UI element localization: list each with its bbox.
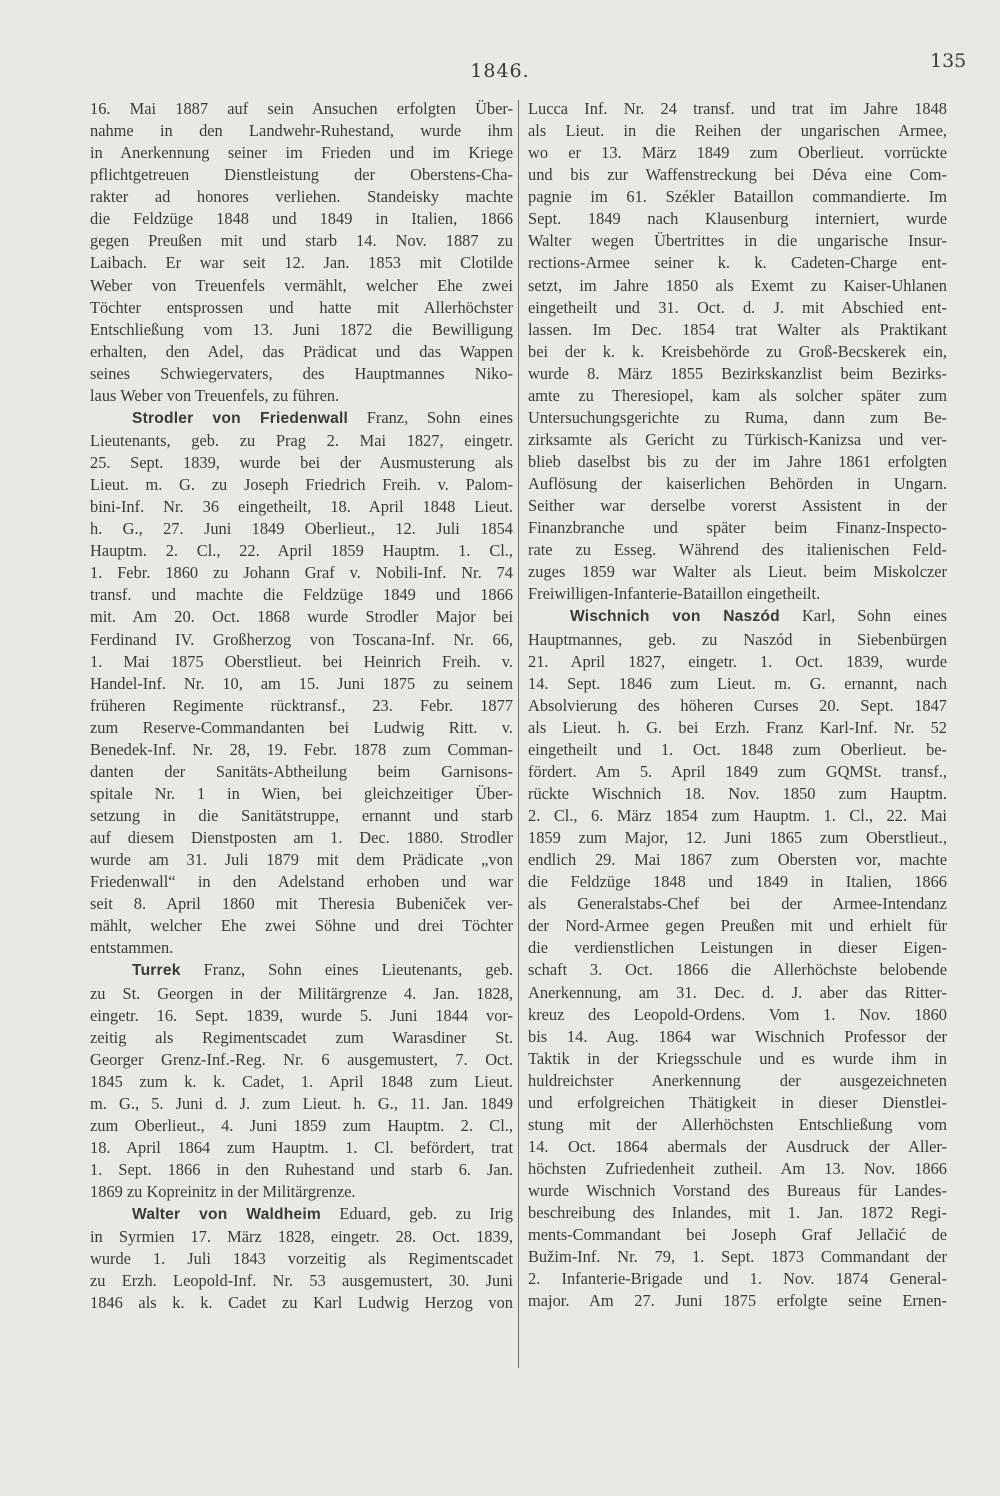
text-line xyxy=(90,1005,513,1027)
line-text: 25. Sept. 1839, wurde bei der Ausmusterung als xyxy=(90,453,513,472)
text-line xyxy=(528,1070,947,1092)
line-text: Benedek-Inf. Nr. 28, 19. Febr. 1878 zum Comman- xyxy=(90,739,513,759)
line-text: danten der Sanitäts-Abtheilung beim Garnisons- xyxy=(90,761,513,781)
line-text: als Lieut. in die Reihen der ungarischen Armee, xyxy=(528,121,947,141)
line-text: in Anerkennung seiner im Frieden und im Kriege xyxy=(90,143,513,163)
text-line xyxy=(90,827,513,849)
text-line xyxy=(528,739,947,761)
line-text: kreuz des Leopold-Ordens. Vom 1. Nov. 1860 xyxy=(528,1004,947,1024)
line-text: major. Am 27. Juni 1875 erfolgte seine Ernen- xyxy=(528,1291,947,1311)
text-line xyxy=(90,562,513,584)
entry-heading-line xyxy=(90,1203,513,1226)
text-line xyxy=(528,230,947,252)
line-text: stung mit der Allerhöchsten Entschließung vom xyxy=(528,1114,947,1134)
text-line xyxy=(90,673,513,695)
text-line xyxy=(528,1136,947,1158)
line-text: 1. Sept. 1866 in den Ruhestand und starb 6. Jan. xyxy=(90,1160,513,1179)
text-line xyxy=(528,1048,947,1070)
line-text: Franz, Sohn eines xyxy=(348,407,513,427)
page-number: 135 xyxy=(930,50,967,72)
text-line xyxy=(90,275,513,297)
text-line xyxy=(90,629,513,651)
text-line xyxy=(90,186,513,208)
line-text: zeitig als Regimentscadet zum Warasdiner St. xyxy=(90,1027,513,1047)
line-text: schaft 3. Oct. 1866 die Allerhöchste belobende xyxy=(528,960,947,980)
entry-heading-line xyxy=(528,605,947,628)
line-text: als Generalstabs-Chef bei der Armee-Intendanz xyxy=(528,894,947,914)
text-line xyxy=(528,761,947,783)
text-line xyxy=(90,518,513,540)
line-text: zum Reserve-Commandanten bei Ludwig Ritt. v. xyxy=(90,717,513,737)
line-text: zuges 1859 war Walter als Lieut. beim Miskolczer xyxy=(528,562,947,582)
entry-heading-line xyxy=(90,407,513,430)
line-text: wurde am 31. Juli 1879 mit dem Prädicate „von xyxy=(90,850,513,870)
text-line xyxy=(90,1137,513,1159)
entry-name: Turrek xyxy=(132,962,181,980)
text-line xyxy=(90,496,513,518)
line-text: Karl, Sohn eines xyxy=(779,606,947,626)
line-text: auf diesem Dienstposten am 1. Dec. 1880. Strodler xyxy=(90,828,513,848)
line-text: ments-Commandant bei Joseph Graf Jellačić de xyxy=(528,1225,947,1245)
line-text: Lieut. m. G. zu Joseph Friedrich Freih. v. Palom- xyxy=(90,475,513,495)
text-line xyxy=(90,1248,513,1270)
text-line xyxy=(528,1268,947,1290)
text-line xyxy=(90,1226,513,1248)
entry-heading-line xyxy=(90,959,513,982)
text-line xyxy=(528,407,947,429)
text-line xyxy=(90,341,513,363)
line-text: und erfolgreichen Thätigkeit in dieser Dienstlei- xyxy=(528,1092,947,1112)
line-text: und bis zur Waffenstreckung bei Déva eine Com- xyxy=(528,165,947,185)
text-line xyxy=(528,319,947,341)
line-text: seit 8. April 1860 mit Theresia Bubeniček ver- xyxy=(90,894,513,914)
text-line xyxy=(528,120,947,142)
text-line xyxy=(528,1114,947,1136)
text-line xyxy=(90,849,513,871)
line-text: 1846 als k. k. Cadet zu Karl Ludwig Herzog von xyxy=(90,1293,513,1313)
line-text: Lucca Inf. Nr. 24 transf. und trat im Jahre 1848 xyxy=(528,99,947,118)
text-line xyxy=(90,1071,513,1093)
text-line xyxy=(90,474,513,496)
text-line xyxy=(528,827,947,849)
text-line xyxy=(528,473,947,495)
line-text: bini-Inf. Nr. 36 eingetheilt, 18. April 1848 Lieut. xyxy=(90,497,513,517)
line-text: zum Oberlieut., 4. Juni 1859 zum Hauptm. 2. Cl., xyxy=(90,1115,513,1135)
text-line xyxy=(90,651,513,673)
line-text: nahme in den Landwehr-Ruhestand, wurde ihm xyxy=(90,121,513,141)
line-text: 1859 zum Major, 12. Juni 1865 zum Oberstlieut., xyxy=(528,828,947,848)
text-line xyxy=(528,871,947,893)
text-line xyxy=(90,430,513,452)
text-line xyxy=(90,1292,513,1314)
line-text: setzt, im Jahre 1850 als Exemt zu Kaiser-Uhlanen xyxy=(528,275,947,295)
text-line xyxy=(528,1224,947,1246)
line-text: als Lieut. h. G. bei Erzh. Franz Karl-Inf. Nr. 52 xyxy=(528,717,947,737)
line-text: h. G., 27. Juni 1849 Oberlieut., 12. Juli 1854 xyxy=(90,519,513,539)
text-line xyxy=(528,561,947,583)
line-text: eingetheilt und 1. Oct. 1848 zum Oberlieut. be- xyxy=(528,739,947,759)
text-line xyxy=(528,429,947,451)
text-line xyxy=(90,805,513,827)
line-text: zirksamte als Gericht zu Türkisch-Kanizsa und ver- xyxy=(528,429,947,449)
text-line xyxy=(90,297,513,319)
text-line xyxy=(528,1092,947,1114)
text-line xyxy=(528,629,947,651)
line-text: mählt, welcher Ehe zwei Söhne und drei Töchter xyxy=(90,916,513,936)
text-line xyxy=(528,98,947,120)
line-text: beschreibung des Inlandes, mit 1. Jan. 1872 Regi- xyxy=(528,1203,947,1223)
line-text: 21. April 1827, eingetr. 1. Oct. 1839, wurde xyxy=(528,651,947,671)
text-line xyxy=(528,695,947,717)
text-line xyxy=(90,915,513,937)
text-line xyxy=(90,452,513,474)
line-text: 1. Mai 1875 Oberstlieut. bei Heinrich Freih. v. xyxy=(90,651,513,671)
text-line xyxy=(528,1004,947,1026)
line-text: lassen. Im Dec. 1854 trat Walter als Praktikant xyxy=(528,319,947,339)
line-text: 1869 zu Kopreinitz in der Militärgrenze. xyxy=(90,1182,356,1202)
line-text: Georger Grenz-Inf.-Reg. Nr. 6 ausgemustert, 7. Oct. xyxy=(90,1049,513,1069)
line-text: Töchter entsprossen und hatte mit Allerhöchster xyxy=(90,297,513,317)
line-text: spitale Nr. 1 in Wien, bei gleichzeitiger Über- xyxy=(90,783,513,803)
line-text: Freiwilligen-Infanterie-Bataillon eingetheilt. xyxy=(528,584,821,604)
text-line xyxy=(90,1093,513,1115)
text-line xyxy=(528,252,947,274)
text-line xyxy=(528,1180,947,1202)
line-text: Taktik in der Kriegsschule und es wurde ihm in xyxy=(528,1048,947,1068)
left-column xyxy=(90,98,513,1314)
line-text: zu Erzh. Leopold-Inf. Nr. 53 ausgemustert, 30. Juni xyxy=(90,1271,513,1291)
text-line xyxy=(528,673,947,695)
line-text: Bužim-Inf. Nr. 79, 1. Sept. 1873 Commandant der xyxy=(528,1247,947,1267)
line-text: eingetheilt und 31. Oct. d. J. mit Abschied ent- xyxy=(528,297,947,317)
text-line xyxy=(528,341,947,363)
text-line xyxy=(528,164,947,186)
line-text: 16. Mai 1887 auf sein Ansuchen erfolgten Über- xyxy=(90,99,513,118)
text-line xyxy=(528,893,947,915)
text-line xyxy=(90,606,513,628)
text-line xyxy=(528,186,947,208)
text-line xyxy=(90,717,513,739)
line-text: Handel-Inf. Nr. 10, am 15. Juni 1875 zu seinem xyxy=(90,673,513,693)
line-text: m. G., 5. Juni d. J. zum Lieut. h. G., 11. Jan. 1849 xyxy=(90,1093,513,1113)
entry-name: Walter von Waldheim xyxy=(132,1206,321,1224)
text-line xyxy=(528,1026,947,1048)
line-text: pagnie im 61. Székler Bataillon commandierte. Im xyxy=(528,187,947,207)
entry-name: Wischnich von Naszód xyxy=(570,608,780,626)
text-line xyxy=(90,385,513,407)
text-line xyxy=(528,142,947,164)
line-text: wurde 1. Juli 1843 vorzeitig als Regimentscadet xyxy=(90,1249,513,1269)
text-line xyxy=(528,982,947,1004)
text-line xyxy=(90,1115,513,1137)
line-text: die verdienstlichen Leistungen in dieser Eigen- xyxy=(528,938,947,958)
entry-name: Strodler von Friedenwall xyxy=(132,409,349,427)
line-text: Ferdinand IV. Großherzog von Toscana-Inf. Nr. 66, xyxy=(90,629,513,649)
line-text: Friedenwall“ in den Adelstand erhoben und war xyxy=(90,872,513,892)
text-line xyxy=(90,584,513,606)
line-text: in Syrmien 17. März 1828, eingetr. 28. Oct. 1839, xyxy=(90,1227,513,1247)
line-text: 1. Febr. 1860 zu Johann Graf v. Nobili-Inf. Nr. 74 xyxy=(90,563,513,583)
line-text: setzung in die Sanitätstruppe, ernannt und starb xyxy=(90,806,513,825)
line-text: bei der k. k. Kreisbehörde zu Groß-Becskerek ein, xyxy=(528,341,947,361)
text-line xyxy=(528,385,947,407)
text-line xyxy=(528,849,947,871)
line-text: zu St. Georgen in der Militärgrenze 4. Jan. 1828, xyxy=(90,983,513,1003)
text-line xyxy=(528,583,947,605)
text-line xyxy=(528,959,947,981)
line-text: früheren Regimente rücktransf., 23. Febr. 1877 xyxy=(90,695,513,715)
line-text: rakter ad honores verliehen. Standeisky machte xyxy=(90,187,513,207)
text-line xyxy=(90,1159,513,1181)
text-line xyxy=(528,495,947,517)
line-text: Seither war derselbe vorerst Assistent in der xyxy=(528,496,947,516)
line-text: wo er 13. März 1849 zum Oberlieut. vorrückte xyxy=(528,143,947,163)
text-line xyxy=(528,1158,947,1180)
text-line xyxy=(90,363,513,385)
line-text: wurde Wischnich Vorstand des Bureaus für Landes- xyxy=(528,1181,947,1201)
line-text: endlich 29. Mai 1867 zum Obersten vor, machte xyxy=(528,850,947,870)
text-line xyxy=(90,230,513,252)
text-line xyxy=(528,451,947,473)
text-line xyxy=(528,275,947,297)
line-text: huldreichster Anerkennung der ausgezeichneten xyxy=(528,1070,947,1090)
line-text: wurde 8. März 1855 Bezirkskanzlist beim Bezirks- xyxy=(528,363,947,383)
line-text: bis 14. Aug. 1864 war Wischnich Professor der xyxy=(528,1026,947,1046)
line-text: erhalten, den Adel, das Prädicat und das Wappen xyxy=(90,341,513,361)
line-text: höchsten Zufriedenheit zutheil. Am 13. Nov. 1866 xyxy=(528,1159,947,1178)
text-line xyxy=(90,983,513,1005)
line-text: Eduard, geb. zu Irig xyxy=(320,1204,513,1224)
line-text: Lieutenants, geb. zu Prag 2. Mai 1827, eingetr. xyxy=(90,430,513,450)
line-text: die Feldzüge 1848 und 1849 in Italien, 1866 xyxy=(528,872,947,892)
text-line xyxy=(528,517,947,539)
text-line xyxy=(528,208,947,230)
line-text: Entschließung vom 13. Juni 1872 die Bewilligung xyxy=(90,319,513,339)
text-line xyxy=(90,761,513,783)
text-line xyxy=(90,1270,513,1292)
line-text: der Nord-Armee gegen Preußen mit und erhielt für xyxy=(528,916,947,936)
line-text: rate zu Esseg. Während des italienischen Feld- xyxy=(528,540,947,560)
line-text: eingetr. 16. Sept. 1839, wurde 5. Juni 1844 vor- xyxy=(90,1005,513,1025)
text-line xyxy=(90,893,513,915)
line-text: transf. und machte die Feldzüge 1849 und 1866 xyxy=(90,585,513,605)
text-line xyxy=(90,208,513,230)
line-text: entstammen. xyxy=(90,938,174,958)
text-line xyxy=(90,252,513,274)
text-line xyxy=(90,164,513,186)
line-text: Sept. 1849 nach Klausenburg interniert, wurde xyxy=(528,209,947,229)
line-text: Finanzbranche und später beim Finanz-Inspecto- xyxy=(528,518,947,538)
line-text: Untersuchungsgerichte zu Ruma, dann zum Be- xyxy=(528,407,947,427)
line-text: mit. Am 20. Oct. 1868 wurde Strodler Major bei xyxy=(90,607,513,627)
line-text: Anerkennung, am 31. Dec. d. J. aber das Ritter- xyxy=(528,982,947,1002)
right-column xyxy=(528,98,947,1312)
text-line xyxy=(90,540,513,562)
text-line xyxy=(90,937,513,959)
line-text: blieb daselbst bis zu der im Jahre 1861 erfolgten xyxy=(528,452,947,471)
text-line xyxy=(528,915,947,937)
text-line xyxy=(528,1246,947,1268)
line-text: seines Schwiegervaters, des Hauptmannes Niko- xyxy=(90,363,513,383)
text-line xyxy=(90,695,513,717)
line-text: Absolvierung des höheren Curses 20. Sept. 1847 xyxy=(528,695,947,715)
text-line xyxy=(528,1202,947,1224)
text-line xyxy=(528,297,947,319)
line-text: 14. Oct. 1864 abermals der Ausdruck der Aller- xyxy=(528,1136,947,1156)
line-text: rückte Wischnich 18. Nov. 1850 zum Hauptm. xyxy=(528,783,947,803)
line-text: 1845 zum k. k. Cadet, 1. April 1848 zum Lieut. xyxy=(90,1071,513,1091)
line-text: die Feldzüge 1848 und 1849 in Italien, 1866 xyxy=(90,209,513,229)
text-line xyxy=(528,937,947,959)
line-text: Auflösung der kaiserlichen Behörden in Ungarn. xyxy=(528,474,947,494)
text-line xyxy=(90,142,513,164)
text-line xyxy=(90,783,513,805)
text-line xyxy=(528,1290,947,1312)
line-text: 2. Infanterie-Brigade und 1. Nov. 1874 General- xyxy=(528,1269,947,1289)
text-line xyxy=(90,1181,513,1203)
line-text: Walter wegen Übertrittes in die ungarische Insur- xyxy=(528,231,947,251)
line-text: Hauptmannes, geb. zu Naszód in Siebenbürgen xyxy=(528,629,947,649)
text-line xyxy=(528,805,947,827)
line-text: amte zu Theresiopel, kam als solcher später zum xyxy=(528,385,947,405)
line-text: Franz, Sohn eines Lieutenants, geb. xyxy=(180,960,513,980)
page-year: 1846. xyxy=(470,60,530,82)
line-text: 14. Sept. 1846 zum Lieut. m. G. ernannt, nach xyxy=(528,673,947,693)
text-line xyxy=(528,651,947,673)
text-line xyxy=(90,1049,513,1071)
line-text: laus Weber von Treuenfels, zu führen. xyxy=(90,385,340,405)
line-text: pflichtgetreuen Dienstleistung der Oberstens-Cha- xyxy=(90,165,513,185)
text-line xyxy=(90,1027,513,1049)
text-line xyxy=(90,319,513,341)
line-text: Laibach. Er war seit 12. Jan. 1853 mit Clotilde xyxy=(90,253,513,273)
text-line xyxy=(90,98,513,120)
column-divider xyxy=(518,100,519,1368)
text-line xyxy=(528,363,947,385)
line-text: gegen Preußen mit und starb 14. Nov. 1887 zu xyxy=(90,231,513,251)
line-text: Weber von Treuenfels vermählt, welcher Ehe zwei xyxy=(90,275,513,295)
line-text: rections-Armee seiner k. k. Cadeten-Charge ent- xyxy=(528,253,947,273)
text-line xyxy=(528,539,947,561)
line-text: fördert. Am 5. April 1849 zum GQMSt. transf., xyxy=(528,761,947,781)
text-line xyxy=(90,739,513,761)
text-line xyxy=(90,871,513,893)
line-text: Hauptm. 2. Cl., 22. April 1859 Hauptm. 1. Cl., xyxy=(90,541,513,561)
text-line xyxy=(528,717,947,739)
line-text: 2. Cl., 6. März 1854 zum Hauptm. 1. Cl., 22. Mai xyxy=(528,806,947,825)
text-line xyxy=(90,120,513,142)
line-text: 18. April 1864 zum Hauptm. 1. Cl. befördert, trat xyxy=(90,1137,513,1157)
text-line xyxy=(528,783,947,805)
